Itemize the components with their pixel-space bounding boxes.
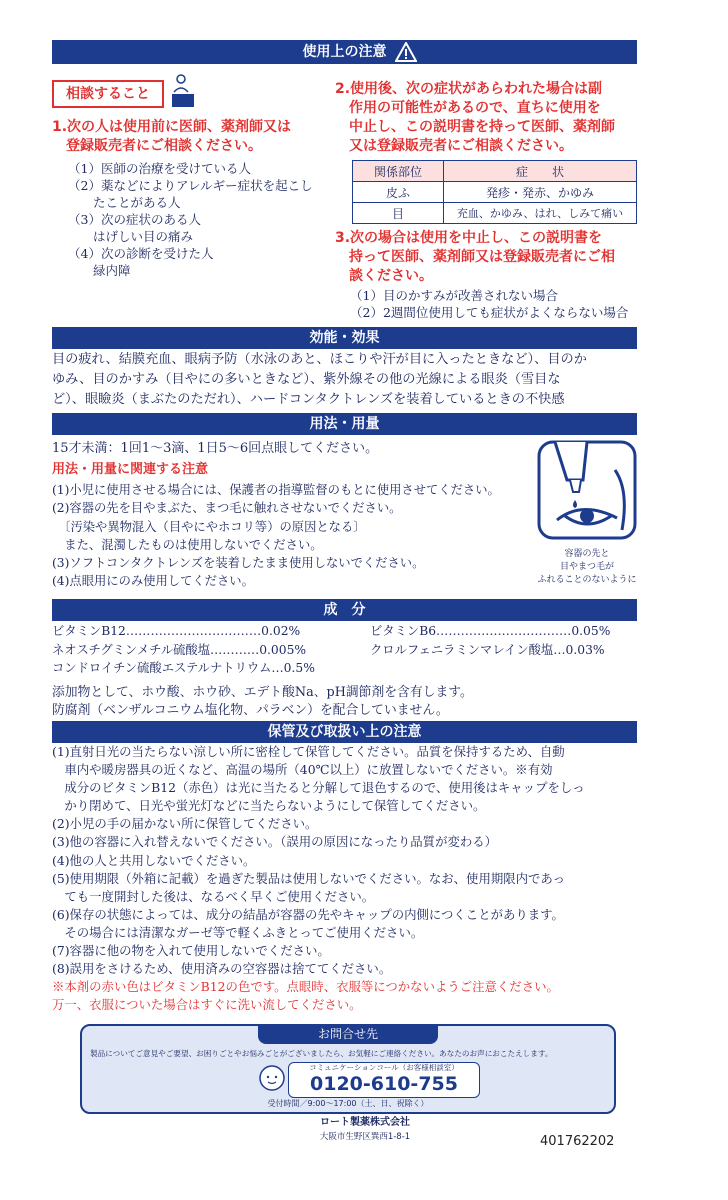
precautions-title: 使用上の注意 bbox=[302, 44, 387, 60]
storage-title: 保管及び取扱い上の注意 bbox=[267, 724, 422, 740]
usage-note: また、混濁したものは使用しないでください。 bbox=[52, 537, 323, 552]
pharmacist-icon bbox=[170, 72, 196, 108]
efficacy-line: 目の疲れ、結膜充血、眼病予防（水泳のあと、ほこりや汗が目に入ったときなど）、目のか bbox=[52, 352, 587, 367]
list-item: （2）2週間位使用しても症状がよくならない場合 bbox=[350, 305, 629, 320]
list-item: （1）目のかすみが改善されない場合 bbox=[350, 288, 558, 303]
list-item: たことがある人 bbox=[68, 195, 181, 210]
storage-line: 成分のビタミンB12（赤色）は光に当たると分解して退色するので、使用後はキャップをしっ bbox=[52, 780, 585, 796]
dosage-text: 15才未満：1回1～3滴、1日5～6回点眼してください。 bbox=[52, 441, 379, 456]
red-note: 万一、衣服についた場合はすぐに洗い流してください。 bbox=[52, 997, 362, 1013]
usage-note: (2)容器の先を目やまぶた、まつ毛に触れさせないでください。 bbox=[52, 501, 402, 516]
usage-band bbox=[52, 413, 637, 435]
ingredient: クロルフェニラミンマレイン酸塩…0.03% bbox=[370, 642, 605, 657]
company-address: 大阪市生野区巽西1-8-1 bbox=[319, 1132, 411, 1142]
storage-line: かり閉めて、日光や蛍光灯などに当たらないようにして保管してください。 bbox=[52, 798, 486, 814]
usage-note: (4)点眼用にのみ使用してください。 bbox=[52, 574, 254, 589]
product-code: 401762202 bbox=[540, 1134, 615, 1149]
table-header: 関係部位 bbox=[353, 161, 444, 182]
efficacy-line: ど）、眼瞼炎（まぶたのただれ）、ハードコンタクトレンズを装着しているときの不快感 bbox=[52, 392, 565, 407]
contact-hours: 受付時間／9:00～17:00（土、日、祝除く） bbox=[267, 1099, 429, 1108]
ingredients-title: 成 分 bbox=[323, 602, 366, 618]
storage-line: (6)保存の状態によっては、成分の結晶が容器の先やキャップの内側につくことがあります。 bbox=[52, 906, 564, 922]
operator-face-icon bbox=[258, 1064, 286, 1092]
item3-line: 持って医師、薬剤師又は登録販売者にご相 bbox=[349, 249, 615, 265]
illustration-caption bbox=[528, 548, 646, 587]
leaflet bbox=[52, 40, 637, 64]
phone-number[interactable]: 0120-610-755 bbox=[310, 1073, 458, 1095]
contact-box bbox=[80, 1024, 616, 1114]
consult-label: 相談すること bbox=[52, 80, 164, 108]
storage-list bbox=[52, 743, 642, 1014]
contact-title: お問合せ先 bbox=[258, 1024, 438, 1044]
company-name: ロート製薬株式会社 bbox=[320, 1117, 410, 1128]
precaution-item1-list bbox=[68, 160, 348, 279]
ingredient: ビタミンB12……………………………0.02% bbox=[52, 624, 301, 638]
ingredient-row bbox=[52, 622, 642, 641]
table-cell: 目 bbox=[353, 203, 444, 224]
storage-line: その場合には清潔なガーゼ等で軽くふきとってご使用ください。 bbox=[52, 924, 424, 940]
warning-icon bbox=[395, 42, 417, 62]
table-cell: 充血、かゆみ、はれ、しみて痛い bbox=[444, 203, 637, 224]
precaution-item1-head bbox=[52, 118, 342, 156]
usage-title: 用法・用量 bbox=[309, 416, 380, 432]
ingredient-row bbox=[52, 641, 642, 660]
ingredients-band bbox=[52, 599, 637, 621]
efficacy-title: 効能・効果 bbox=[309, 330, 380, 346]
item3-line: 談ください。 bbox=[349, 268, 433, 284]
list-item: （1）医師の治療を受けている人 bbox=[68, 161, 251, 176]
symptom-table bbox=[352, 160, 637, 224]
efficacy-line: ゆみ、目のかすみ（目やにの多いときなど）、紫外線その他の光線による眼炎（雪目な bbox=[52, 372, 561, 387]
item2-line: 又は登録販売者にご相談ください。 bbox=[349, 138, 573, 154]
efficacy-text bbox=[52, 350, 642, 410]
storage-line: (2)小児の手の届かない所に保管してください。 bbox=[52, 816, 318, 832]
item1-line: 登録販売者にご相談ください。 bbox=[66, 138, 262, 154]
caption-line: 目やまつ毛が bbox=[559, 562, 614, 572]
storage-line: (7)容器に他の物を入れて使用しないでください。 bbox=[52, 943, 330, 959]
contact-message: 製品についてご意見やご要望、お困りごとやお悩みごとがございましたら、お気軽にご連絡ください。あなたのお声におこたえします。 bbox=[90, 1049, 553, 1058]
usage-note: (1)小児に使用させる場合には、保護者の指導監督のもとに使用させてください。 bbox=[52, 483, 500, 497]
caption-line: 容器の先と bbox=[564, 549, 610, 559]
ingredient: ビタミンB6……………………………0.05% bbox=[370, 624, 611, 638]
storage-line: (8)誤用をさけるため、使用済みの空容器は捨ててください。 bbox=[52, 961, 392, 977]
list-item: はげしい目の痛み bbox=[68, 229, 194, 244]
related-notes-title: 用法・用量に関連する注意 bbox=[52, 462, 209, 477]
storage-band bbox=[52, 721, 637, 743]
caption-line: ふれることのないように bbox=[537, 575, 637, 585]
item1-line: 1.次の人は使用前に医師、薬剤師又は bbox=[52, 119, 292, 135]
item3-line: 3.次の場合は使用を中止し、この説明書を bbox=[335, 230, 603, 246]
table-cell: 皮ふ bbox=[353, 182, 444, 203]
storage-line: ても一度開封した後は、なるべく早くご使用ください。 bbox=[52, 888, 375, 904]
list-item: （4）次の診断を受けた人 bbox=[68, 246, 214, 261]
table-row bbox=[353, 203, 637, 224]
storage-line: (3)他の容器に入れ替えないでください。（誤用の原因になったり品質が変わる） bbox=[52, 834, 498, 850]
table-row bbox=[353, 182, 637, 203]
table-header: 症 状 bbox=[444, 161, 637, 182]
usage-note: 〔汚染や異物混入（目やにやホコリ等）の原因となる〕 bbox=[52, 519, 366, 534]
ingredient: コンドロイチン硫酸エステルナトリウム…0.5% bbox=[52, 661, 315, 675]
center-name: コミュニケーションコール（お客様相談室） bbox=[309, 1063, 459, 1072]
list-item: （2）薬などによりアレルギー症状を起こし bbox=[68, 178, 313, 193]
list-item: 緑内障 bbox=[68, 263, 131, 278]
precaution-item3-list bbox=[350, 287, 640, 321]
ingredient: ネオスチグミンメチル硫酸塩…………0.005% bbox=[52, 642, 307, 657]
table-cell: 発疹・発赤、かゆみ bbox=[444, 182, 637, 203]
efficacy-band bbox=[52, 327, 637, 349]
additive-line: 添加物として、ホウ酸、ホウ砂、エデト酸Na、pH調節剤を含有します。 bbox=[52, 684, 473, 700]
red-note: ※本剤の赤い色はビタミンB12の色です。点眼時、衣服等につかないようご注意ください。 bbox=[52, 979, 559, 995]
precaution-item2-head bbox=[335, 80, 635, 156]
item2-line: 作用の可能性があるので、直ちに使用を bbox=[349, 100, 601, 116]
ingredient-row bbox=[52, 659, 642, 678]
additive-line: 防腐剤（ベンザルコニウム塩化物、パラベン）を配合していません。 bbox=[52, 703, 449, 718]
precaution-item3-head bbox=[335, 229, 635, 286]
ingredients-list bbox=[52, 622, 642, 721]
usage-note: (3)ソフトコンタクトレンズを装着したまま使用しないでください。 bbox=[52, 556, 425, 571]
phone-box bbox=[288, 1062, 480, 1098]
eyedrop-illustration-icon bbox=[537, 440, 637, 540]
storage-line: (4)他の人と共用しないでください。 bbox=[52, 852, 256, 868]
precautions-band bbox=[52, 40, 637, 64]
storage-line: (5)使用期限（外箱に記載）を過ぎた製品は使用しないでください。なお、使用期限内であっ bbox=[52, 870, 566, 886]
item2-line: 2.使用後、次の症状があらわれた場合は副 bbox=[335, 81, 603, 97]
usage-notes bbox=[52, 481, 532, 591]
item2-line: 中止し、この説明書を持って医師、薬剤師 bbox=[349, 119, 615, 135]
storage-line: 車内や暖房器具の近くなど、高温の場所（40℃以上）に放置しないでください。※有効 bbox=[52, 762, 553, 778]
storage-line: (1)直射日光の当たらない涼しい所に密栓して保管してください。品質を保持するため、自動 bbox=[52, 744, 565, 759]
list-item: （3）次の症状のある人 bbox=[68, 212, 201, 227]
